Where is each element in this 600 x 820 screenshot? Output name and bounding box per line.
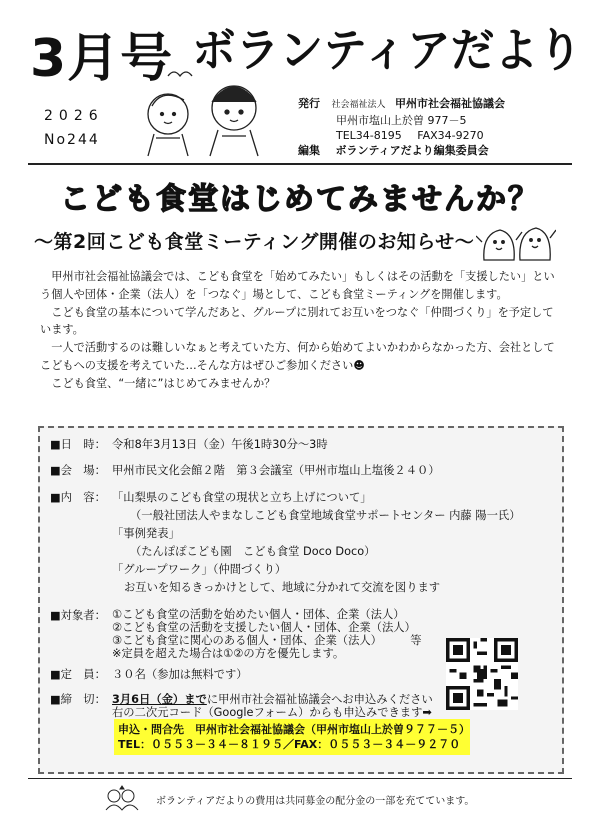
detail-capacity: [50, 667, 248, 682]
deadline-qr-note: 右の二次元コード（Googleフォーム）からも申込みできます➡: [112, 706, 432, 719]
editor-label: 編集: [298, 144, 320, 157]
deadline-text: に甲州市社会福祉協議会へお申込みください: [206, 693, 433, 706]
content-line: 「山梨県のこども食堂の現状と立ち上げについて」: [112, 491, 372, 504]
publisher-fax: FAX34-9270: [417, 129, 484, 142]
contact-line: 申込・問合先 甲州市社会福祉協議会（甲州市塩山上於曽９７７－５）: [118, 723, 470, 736]
content-line: お互いを知るきっかけとして、地域に分かれて交流を図ります: [124, 581, 441, 594]
content-line: （一般社団法人やまなしこども食堂地域食堂サポートセンター 内藤 陽一氏）: [130, 509, 521, 522]
body-paragraph: 甲州市社会福祉協議会では、こども食堂を「始めてみたい」もしくはその活動を「支援したい」という個人や団体・企業（法人）を「つなぐ」場として、こども食堂ミーティングを開催します。: [40, 270, 555, 301]
publisher-address: 甲州市塩山上於曽 977－5: [336, 114, 467, 127]
target-item: ①こども食堂の活動を始めたい個人・団体、企業（法人）: [112, 608, 405, 621]
target-item: ※定員を超えた場合は①②の方を優先します。: [112, 647, 345, 660]
qr-code[interactable]: [446, 638, 518, 710]
issue-number: No244: [44, 132, 100, 148]
body-paragraph: こども食堂、“一緒に”はじめてみませんか？: [51, 376, 276, 390]
date-label: ■日 時：: [50, 438, 106, 451]
article-headline: こども食堂はじめてみませんか？: [60, 182, 540, 217]
issue-month: 3月号: [30, 29, 174, 89]
target-label: ■対象者：: [50, 609, 106, 622]
footer-note: ボランティアだよりの費用は共同募金の配分金の一部を充てています。: [156, 796, 475, 807]
venue-value: 甲州市民文化会館２階 第３会議室（甲州市塩山上塩後２４０）: [112, 464, 440, 477]
children-illustration: [138, 62, 288, 158]
content-line: （たんぽぽこども園 こども食堂 Doco Doco）: [130, 545, 376, 558]
venue-label: ■会 場：: [50, 464, 106, 477]
masthead-divider: [28, 163, 572, 165]
article-body: [40, 268, 560, 393]
publisher-name: 甲州市社会福祉協議会: [395, 97, 506, 110]
detail-date: [50, 437, 328, 452]
deadline-date: 3月6日（金）まで: [112, 693, 207, 706]
target-item: ③こども食堂に関心のある個人・団体、企業（法人） 等: [112, 634, 422, 647]
article-subheadline: ～第2回こども食堂ミーティング開催のお知らせ～: [34, 231, 475, 253]
target-item: ②こども食堂の活動を支援したい個人・団体、企業（法人）: [112, 621, 416, 634]
mascot-illustration: [476, 212, 556, 264]
publisher-type: 社会福祉法人: [331, 100, 386, 110]
publisher-block: [298, 96, 505, 158]
body-paragraph: こども食堂の基本について学んだあと、グループに別れてお互いをつなぐ「仲間づくり」を予定しています。: [40, 305, 554, 337]
content-line: 「事例発表」: [112, 527, 180, 540]
content-label: ■内 容：: [50, 491, 106, 504]
publisher-tel: TEL34-8195: [336, 129, 402, 142]
community-chest-icon: [102, 784, 142, 812]
contact-info: [114, 719, 470, 755]
deadline-label: ■締 切：: [50, 693, 106, 706]
detail-deadline: [50, 693, 433, 719]
body-paragraph: 一人で活動するのは難しいなぁと考えていた方、何から始めてよいかわからなかった方、会社としてこどもへの支援を考えていた…そんな方はぜひご参加ください☻: [40, 341, 555, 372]
target-list: [112, 608, 422, 660]
editor-name: ボランティアだより編集委員会: [335, 144, 489, 157]
issue-year: 2026: [44, 108, 104, 124]
contact-phone-fax: TEL：０５５３－３４－８１９５／FAX：０５５３－３４－９２７０: [118, 738, 461, 751]
capacity-label: ■定 員：: [50, 668, 106, 681]
content-line: 「グループワーク」（仲間づくり）: [112, 563, 287, 576]
date-value: 令和8年3月13日（金）午後1時30分～3時: [112, 438, 328, 451]
detail-venue: [50, 463, 440, 478]
publisher-label: 発行: [298, 97, 320, 110]
footer-divider: [28, 778, 572, 779]
capacity-value: ３０名（参加は無料です）: [112, 668, 248, 681]
newsletter-title: ボランティアだより: [192, 23, 582, 77]
